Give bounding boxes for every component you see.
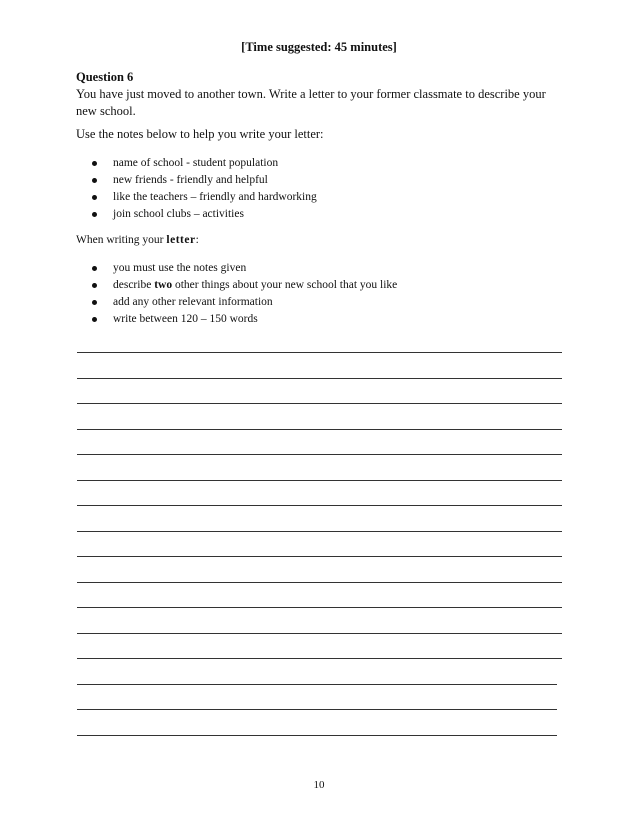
writing-intro-prefix: When writing your	[76, 234, 167, 246]
writing-intro	[76, 234, 199, 246]
answer-line[interactable]	[77, 403, 562, 404]
notes-intro: Use the notes below to help you write your letter:	[76, 127, 324, 141]
note-text: join school clubs – activities	[113, 208, 244, 220]
answer-line[interactable]	[77, 582, 562, 583]
list-item	[90, 189, 317, 206]
note-text: new friends - friendly and helpful	[113, 174, 268, 186]
answer-line[interactable]	[77, 505, 562, 506]
note-text: like the teachers – friendly and hardworking	[113, 191, 317, 203]
question-title: Question 6	[76, 70, 134, 84]
bullet-icon	[92, 283, 97, 288]
answer-line[interactable]	[77, 378, 562, 379]
rule-text: write between 120 – 150 words	[113, 313, 258, 325]
answer-line[interactable]	[77, 684, 557, 685]
answer-line[interactable]	[77, 658, 562, 659]
answer-line[interactable]	[77, 429, 562, 430]
note-text: name of school - student population	[113, 157, 279, 169]
answer-line[interactable]	[77, 735, 557, 736]
bullet-icon	[92, 266, 97, 271]
writing-intro-bold: letter	[166, 234, 196, 246]
bullet-icon	[92, 300, 97, 305]
time-suggested-note: [Time suggested: 45 minutes]	[241, 40, 397, 54]
bullet-icon	[92, 161, 97, 166]
answer-line[interactable]	[77, 352, 562, 353]
writing-intro-suffix: :	[195, 234, 199, 246]
answer-line[interactable]	[77, 454, 562, 455]
bullet-icon	[92, 195, 97, 200]
answer-line[interactable]	[77, 607, 562, 608]
rule-text: you must use the notes given	[113, 262, 247, 274]
list-item	[90, 311, 397, 328]
answer-line[interactable]	[77, 556, 562, 557]
list-item	[90, 294, 397, 311]
notes-list	[90, 155, 317, 223]
rule-text: describe	[113, 279, 155, 291]
question-prompt: You have just moved to another town. Write a letter to your former classmate to describe your new school.	[76, 87, 546, 118]
rule-emphasis: two	[154, 279, 173, 291]
answer-line[interactable]	[77, 709, 557, 710]
list-item	[90, 155, 317, 172]
list-item	[90, 277, 397, 294]
bullet-icon	[92, 212, 97, 217]
bullet-icon	[92, 178, 97, 183]
page-number: 10	[313, 779, 325, 791]
rule-text: add any other relevant information	[113, 296, 273, 308]
list-item	[90, 206, 317, 223]
bullet-icon	[92, 317, 97, 322]
answer-line[interactable]	[77, 633, 562, 634]
answer-line[interactable]	[77, 480, 562, 481]
answer-line[interactable]	[77, 531, 562, 532]
writing-rules-list	[90, 260, 397, 328]
list-item	[90, 260, 397, 277]
rule-text-after: other things about your new school that you like	[172, 279, 398, 291]
list-item	[90, 172, 317, 189]
